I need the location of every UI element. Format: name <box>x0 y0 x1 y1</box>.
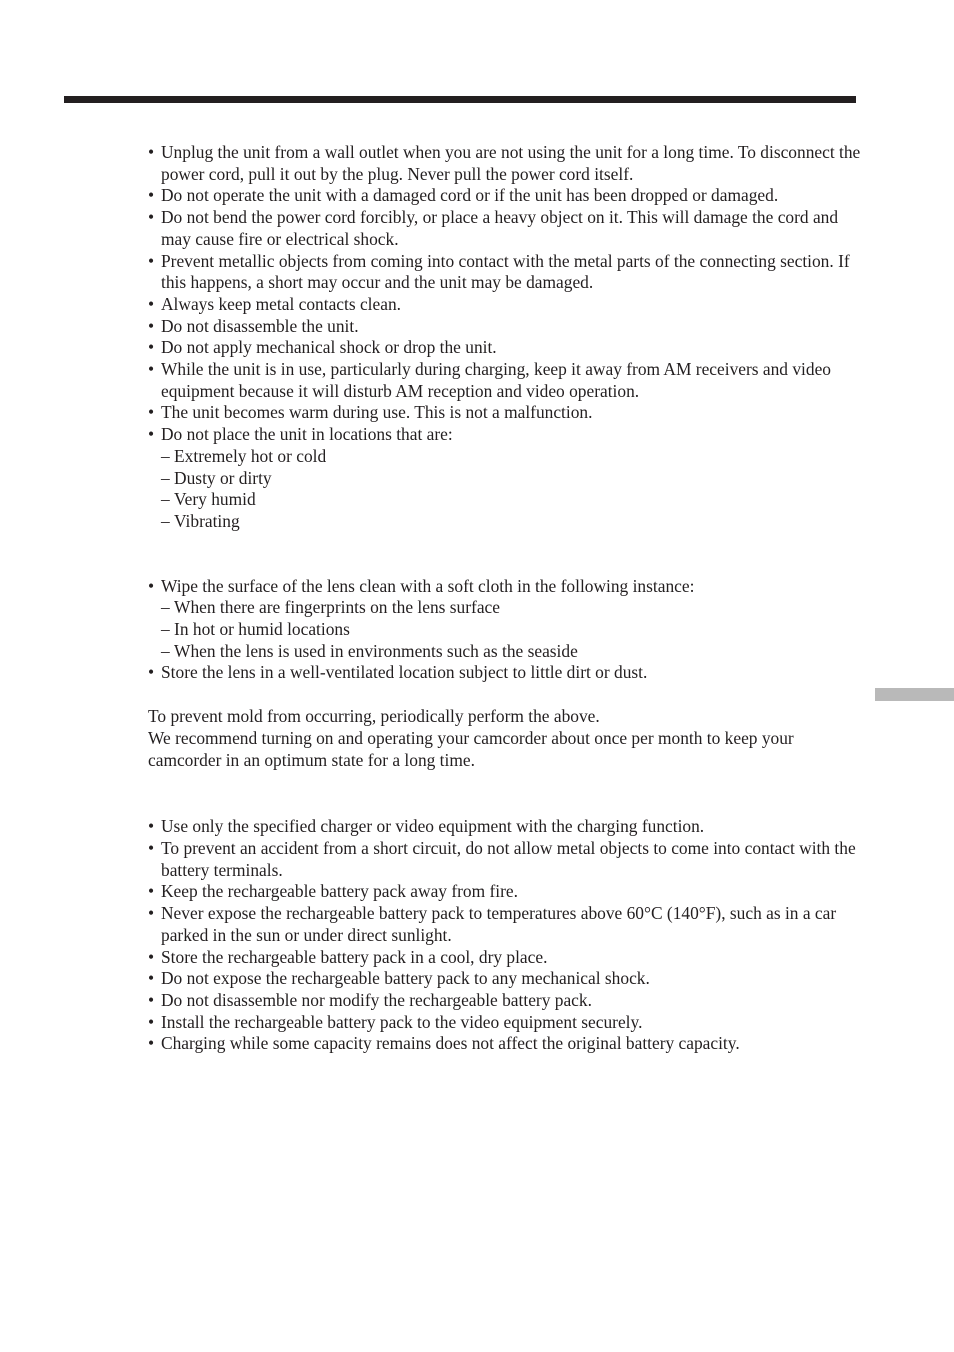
lens-care-list <box>148 576 868 685</box>
bullet-text: Store the rechargeable battery pack in a cool, dry place. <box>161 946 548 967</box>
bullet-text: Never expose the rechargeable battery pack to temperatures above 60°C (140°F), such as in a car parked in the sun or under direct sunlight. <box>161 903 837 945</box>
bullet-text: Do not disassemble the unit. <box>161 315 359 336</box>
bullet-item <box>148 402 868 424</box>
bullet-text: While the unit is in use, particularly during charging, keep it away from AM receivers and video equipment because it will disturb AM reception and video operation. <box>161 359 831 401</box>
bullet-text: To prevent an accident from a short circuit, do not allow metal objects to come into contact with the battery terminals. <box>161 837 856 880</box>
sub-item: – Extremely hot or cold <box>161 446 868 468</box>
page-content <box>148 142 868 1055</box>
bullet-text: Do not place the unit in locations that are: <box>161 424 453 445</box>
bullet-item <box>148 947 868 969</box>
battery-pack-list <box>148 816 868 1055</box>
bullet-item <box>148 337 868 359</box>
bullet-item <box>148 185 868 207</box>
sub-item: – When there are fingerprints on the lens surface <box>161 597 868 619</box>
bullet-item <box>148 1033 868 1055</box>
sub-item: – Vibrating <box>161 511 868 533</box>
bullet-text: Charging while some capacity remains does not affect the original battery capacity. <box>161 1033 740 1054</box>
location-sublist <box>161 446 868 533</box>
bullet-text: Store the lens in a well-ventilated location subject to little dirt or dust. <box>161 662 648 683</box>
bullet-item <box>148 881 868 903</box>
bullet-text: The unit becomes warm during use. This is not a malfunction. <box>161 402 593 423</box>
bullet-item <box>148 816 868 838</box>
bullet-text: Do not disassemble nor modify the rechargeable battery pack. <box>161 989 592 1010</box>
bullet-text: Use only the specified charger or video equipment with the charging function. <box>161 816 705 837</box>
section-tab-marker <box>875 688 954 701</box>
bullet-text: Do not operate the unit with a damaged cord or if the unit has been dropped or damaged. <box>161 185 779 206</box>
bullet-item <box>148 424 868 533</box>
sub-item: – Very humid <box>161 489 868 511</box>
paragraph-spacer <box>148 684 868 706</box>
bullet-text: Do not apply mechanical shock or drop the unit. <box>161 337 497 358</box>
body-paragraph: To prevent mold from occurring, periodically perform the above. <box>148 706 600 727</box>
bullet-item <box>148 990 868 1012</box>
section-spacer <box>148 533 868 576</box>
bullet-text: Prevent metallic objects from coming into contact with the metal parts of the connecting section. If this happens, a short may occur and the unit may be damaged. <box>161 250 850 293</box>
bullet-item <box>148 838 868 881</box>
section-spacer <box>148 771 868 816</box>
bullet-text: Unplug the unit from a wall outlet when you are not using the unit for a long time. To disconnect the power cord, pull it out by the plug. Never pull the power cord itself. <box>161 142 861 184</box>
bullet-text: Wipe the surface of the lens clean with a soft cloth in the following instance: <box>161 575 695 596</box>
bullet-item <box>148 142 868 185</box>
bullet-text: Keep the rechargeable battery pack away from fire. <box>161 881 518 902</box>
bullet-item <box>148 207 868 250</box>
sub-item: – Dusty or dirty <box>161 468 868 490</box>
bullet-item <box>148 359 868 402</box>
bullet-item <box>148 576 868 663</box>
bullet-item <box>148 968 868 990</box>
body-paragraph: We recommend turning on and operating your camcorder about once per month to keep your camcorder in an optimum state for a long time. <box>148 727 794 770</box>
bullet-item <box>148 662 868 684</box>
bullet-text: Install the rechargeable battery pack to the video equipment securely. <box>161 1011 643 1032</box>
bullet-item <box>148 251 868 294</box>
sub-item: – In hot or humid locations <box>161 619 868 641</box>
bullet-item <box>148 294 868 316</box>
header-rule <box>64 96 856 103</box>
lens-instance-sublist <box>161 597 868 662</box>
bullet-item <box>148 1012 868 1034</box>
bullet-text: Always keep metal contacts clean. <box>161 293 401 314</box>
power-unit-precautions-list <box>148 142 868 533</box>
bullet-item <box>148 316 868 338</box>
bullet-item <box>148 903 868 946</box>
bullet-text: Do not bend the power cord forcibly, or place a heavy object on it. This will damage the cord and may cause fire or electrical shock. <box>161 207 839 249</box>
sub-item: – When the lens is used in environments such as the seaside <box>161 641 868 663</box>
bullet-text: Do not expose the rechargeable battery pack to any mechanical shock. <box>161 968 650 989</box>
